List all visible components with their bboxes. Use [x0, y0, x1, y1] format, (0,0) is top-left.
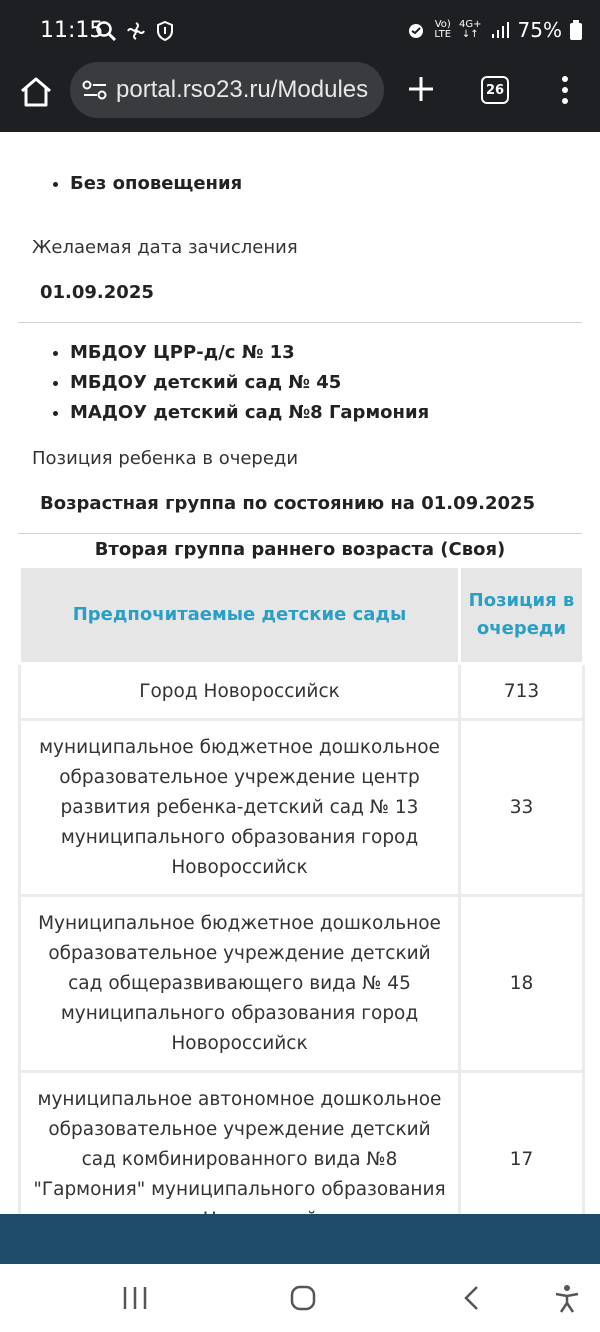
enrollment-date-value: 01.09.2025 [40, 282, 154, 303]
status-bar [0, 0, 600, 62]
battery-icon [570, 20, 582, 40]
status-time: 11:15 [40, 18, 104, 43]
queue-position: 33 [460, 720, 584, 896]
signal-icon [490, 21, 510, 39]
queue-position: 713 [460, 664, 584, 720]
queue-position-label: Позиция ребенка в очереди [32, 448, 299, 469]
address-bar[interactable] [70, 62, 384, 118]
list-item: • МБДОУ детский сад № 45 [70, 368, 429, 398]
search-icon [95, 20, 117, 42]
more-options-icon[interactable] [555, 72, 575, 108]
network-indicator: 4G+ ↓↑ [459, 19, 482, 40]
queue-position: 17 [460, 1072, 584, 1248]
list-item: • МБДОУ ЦРР-д/с № 13 [70, 338, 429, 368]
queue-table [18, 565, 585, 1249]
divider [18, 322, 582, 323]
system-navigation-bar [0, 1264, 600, 1332]
tab-switcher-button[interactable]: 26 [481, 76, 509, 104]
kindergarten-name: муниципальное бюджетное дошкольное образовательное учреждение центр развития ребенка-детский сад № 13 муниципального образования город Новороссийск [20, 720, 460, 896]
volte-indicator: Vo) LTE [434, 19, 452, 40]
table-row [20, 664, 584, 720]
queue-position: 18 [460, 896, 584, 1072]
column-header-kindergartens: Предпочитаемые детские сады [20, 567, 460, 664]
list-item: • МАДОУ детский сад №8 Гармония [70, 398, 429, 428]
url-text[interactable]: portal.rso23.ru/Modules [116, 76, 369, 103]
table-header-row [20, 567, 584, 664]
kindergarten-name: Муниципальное бюджетное дошкольное образовательное учреждение детский сад общеразвивающего вида № 45 муниципального образования город Новороссийск [20, 896, 460, 1072]
table-row [20, 720, 584, 896]
list-item: • Без оповещения [70, 169, 242, 199]
fan-icon [125, 20, 147, 42]
new-tab-icon[interactable] [404, 72, 438, 106]
group-name: Вторая группа раннего возраста (Своя) [94, 539, 506, 560]
browser-toolbar [0, 62, 600, 132]
home-icon[interactable] [18, 74, 54, 110]
column-header-position: Позиция в очереди [460, 567, 584, 664]
shield-icon [155, 20, 175, 42]
back-icon[interactable] [462, 1284, 482, 1312]
status-right [406, 18, 582, 42]
status-left-icons [95, 20, 175, 42]
site-settings-icon[interactable] [82, 79, 108, 101]
alarm-icon [406, 20, 426, 40]
site-footer-bar [0, 1214, 600, 1264]
table-row [20, 896, 584, 1072]
kindergarten-name: Город Новороссийск [20, 664, 460, 720]
enrollment-date-label: Желаемая дата зачисления [32, 237, 298, 258]
recent-apps-icon[interactable] [122, 1284, 148, 1312]
age-group-heading: Возрастная группа по состоянию на 01.09.2025 [40, 493, 536, 514]
home-nav-icon[interactable] [290, 1284, 316, 1312]
accessibility-icon[interactable] [553, 1284, 581, 1314]
page-content [0, 132, 600, 1214]
kindergarten-name: муниципальное автономное дошкольное образовательное учреждение детский сад комбинированного вида №8 "Гармония" муниципального образования [20, 1072, 460, 1248]
battery-percent: 75% [517, 18, 562, 42]
divider [18, 533, 582, 534]
notification-list [0, 169, 242, 199]
kindergarten-list [0, 338, 429, 428]
